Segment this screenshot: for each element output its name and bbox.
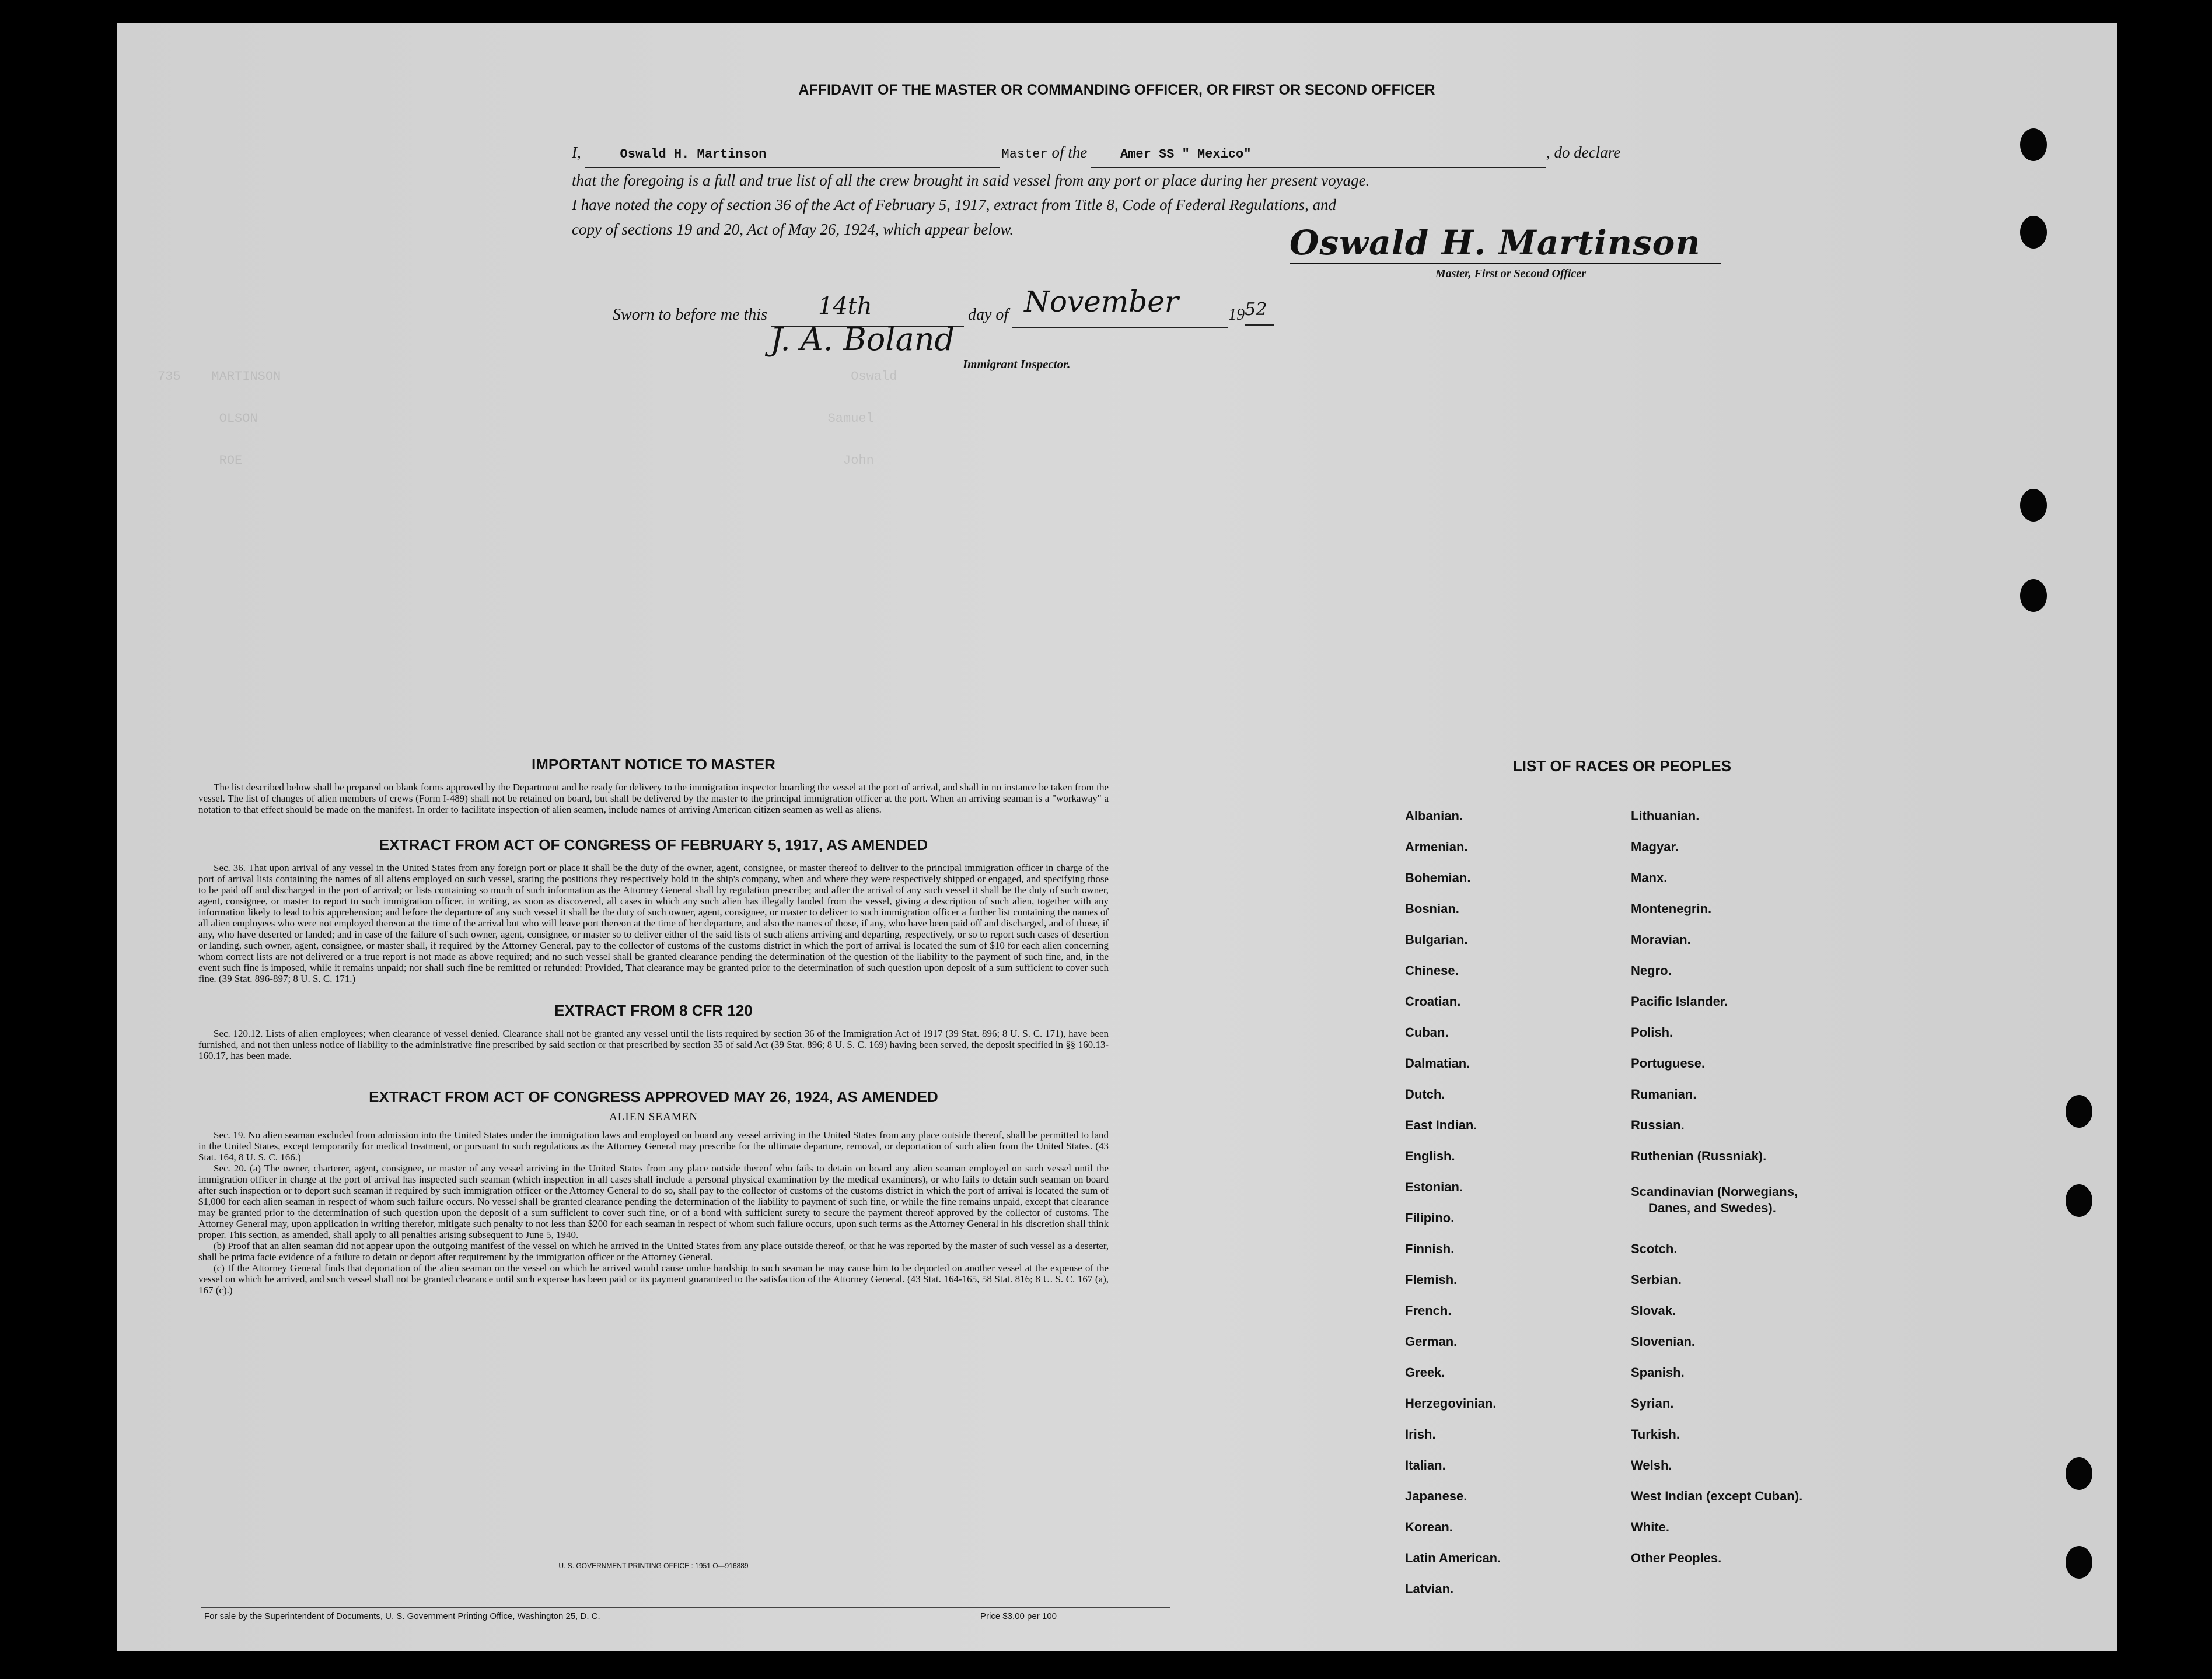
- race-left-11: English.: [1405, 1149, 1455, 1163]
- declaration-line-2: that the foregoing is a full and true list of all the crew brought in said vessel from any port or place during her present voyage.: [572, 172, 1370, 189]
- race-left-21: Italian.: [1405, 1458, 1446, 1472]
- extract-1917-body: Sec. 36. That upon arrival of any vessel in the United States from any foreign port or place it shall be the duty of the owner, agent, consignee, or master thereof to deliver to the principal immigration officer in charge of the port of arrival lists containing the names of all aliens employed on such vessel, stating the positions they respectively hold in the ship's company, when and where they were respectively shipped or engaged, and specifying those to be paid off and discharged in the port of arrival; or lists containing so much of such information as the Attorney General shall by regulation prescribe; and after the arrival of any such vessel it shall be the duty of such owner, agent, consignee, or master to report to such immigration officer, in writing, as soon as discovered, all cases in which any such alien has illegally landed from the vessel, giving a description of such alien, together with any information likely to lead to his apprehension; and before the departure of any such vessel it shall be the duty of such owner, agent, consignee, or master to deliver to such immigration officer a further list containing the names of all alien employees who were not employed thereon at the time of the arrival but who will leave port thereon at the time of her departure, and also the names of those, if any, who have been paid off and discharged, and of those, if any, who have deserted or landed; and in case of the failure of such owner, agent, consignee, or master so to deliver either of the said lists of such aliens arriving and departing, respectively, or so to report such cases of desertion or landing, such owner, agent, consignee, or master shall, if required by the Attorney General, pay to the collector of customs of the customs district in which the port of arrival is located the sum of $10 for each alien concerning whom correct lists are not delivered or a true report is not made as above required; and no such vessel shall be granted clearance pending the determination of the question of the liability to the payment of such fine, and, in the event such fine is imposed, while it remains unpaid; nor shall such fine be remitted or refunded: Provided, That clearance may be granted prior to the determination of such question upon deposit of a sum sufficient to cover such fine. (39 Stat. 896-897; 8 U. S. C. 171.): [198, 862, 1109, 984]
- race-left-25: Latvian.: [1405, 1582, 1454, 1596]
- race-left-1: Armenian.: [1405, 840, 1468, 854]
- master-signature-underline: [1290, 263, 1721, 264]
- binder-hole: [2020, 216, 2047, 249]
- race-right-17: Slovenian.: [1631, 1334, 1696, 1349]
- race-right-3: Montenegrin.: [1631, 901, 1712, 916]
- race-left-6: Croatian.: [1405, 994, 1461, 1009]
- race-left-5: Chinese.: [1405, 963, 1459, 978]
- bleed-through-text: 735 MARTINSON Oswald OLSON Samuel ROE John: [158, 369, 897, 468]
- gpo-imprint: U. S. GOVERNMENT PRINTING OFFICE : 1951 O—916889: [558, 1562, 749, 1570]
- master-signature-caption: Master, First or Second Officer: [1435, 267, 1586, 280]
- extract-1924-title: EXTRACT FROM ACT OF CONGRESS APPROVED MAY 26, 1924, AS AMENDED: [369, 1088, 938, 1106]
- race-left-19: Herzegovinian.: [1405, 1396, 1497, 1411]
- race-left-17: German.: [1405, 1334, 1458, 1349]
- binder-hole: [2066, 1095, 2092, 1128]
- footer-rule: [201, 1607, 1170, 1608]
- race-right-14: Scotch.: [1631, 1241, 1678, 1256]
- sale-notice: For sale by the Superintendent of Documents, U. S. Government Printing Office, Washington 25, D. C.: [204, 1611, 600, 1621]
- race-left-8: Dalmatian.: [1405, 1056, 1470, 1071]
- binder-hole: [2066, 1457, 2092, 1490]
- race-right-2: Manx.: [1631, 870, 1668, 885]
- extract-1924-sec20a: Sec. 20. (a) The owner, charterer, agent, consignee, or master of any vessel arriving in the United States from any place outside thereof who fails to detain on board any alien seaman employed on such vessel until the immigration officer in charge at the port of arrival has inspected such seaman (which inspection in all cases shall include a personal physical examination by the medical examiners), or who fails to detain such seaman on board after such inspection or to deport such seaman if required by such immigration officer or the Attorney General to do so, shall pay to the collector of customs of the customs district in which the port of arrival is located the sum of $1,000 for each alien seaman in respect of whom such failure occurs. No vessel shall be granted clearance pending the determination of the liability to payment of such fine, or while the fine remains unpaid, except that clearance may be granted prior to the determination of such question upon the deposit of a sum sufficient to cover such fine, or of a bond with sufficient surety to secure the payment thereof approved by the collector of customs. The Attorney General may, upon application in writing therefor, mitigate such penalty to not less than $200 for each seaman in respect of whom such failure occurs, upon such terms as the Attorney General in his discretion shall think proper. This section, as amended, shall apply to all penalties arising subsequent to June 5, 1940.: [198, 1163, 1109, 1240]
- year-suffix: 52: [1245, 299, 1267, 320]
- declaration-line-1: [572, 140, 1774, 168]
- race-right-22: West Indian (except Cuban).: [1631, 1489, 1803, 1503]
- race-right-15: Serbian.: [1631, 1272, 1682, 1287]
- extract-cfr-title: EXTRACT FROM 8 CFR 120: [554, 1002, 753, 1019]
- officer-name-field: [585, 140, 1000, 168]
- race-left-24: Latin American.: [1405, 1551, 1501, 1565]
- race-right-16: Slovak.: [1631, 1303, 1676, 1318]
- race-left-3: Bosnian.: [1405, 901, 1459, 916]
- binder-hole: [2020, 489, 2047, 522]
- rank-label: Master: [1001, 147, 1048, 162]
- race-left-4: Bulgarian.: [1405, 932, 1468, 947]
- year-prefix: 19: [1228, 306, 1245, 324]
- notices-column: [198, 755, 1109, 1296]
- binder-hole: [2020, 128, 2047, 161]
- race-left-7: Cuban.: [1405, 1025, 1449, 1040]
- race-left-2: Bohemian.: [1405, 870, 1471, 885]
- race-left-10: East Indian.: [1405, 1118, 1477, 1132]
- extract-1917-title: EXTRACT FROM ACT OF CONGRESS OF FEBRUARY 5, 1917, AS AMENDED: [379, 836, 928, 854]
- notice-title: IMPORTANT NOTICE TO MASTER: [532, 755, 775, 773]
- race-right-12: Scandinavian (Norwegians,: [1631, 1184, 1798, 1199]
- extract-1924-subtitle: ALIEN SEAMEN: [609, 1111, 698, 1123]
- race-right-1: Magyar.: [1631, 840, 1679, 854]
- officer-name: Oswald H. Martinson: [620, 147, 767, 162]
- race-left-13: Filipino.: [1405, 1211, 1455, 1225]
- inspector-signature-line: [718, 355, 1114, 356]
- sworn-month: November: [1024, 285, 1179, 319]
- race-right-13: Danes, and Swedes).: [1648, 1201, 1776, 1215]
- race-right-23: White.: [1631, 1520, 1669, 1534]
- binder-hole: [2020, 579, 2047, 612]
- race-left-0: Albanian.: [1405, 809, 1463, 823]
- vessel-name: Amer SS " Mexico": [1120, 147, 1252, 162]
- inspector-caption: Immigrant Inspector.: [963, 357, 1071, 371]
- year-field: [1245, 299, 1274, 326]
- extract-cfr-body: Sec. 120.12. Lists of alien employees; when clearance of vessel denied. Clearance shall not be granted any vessel until the lists required by section 36 of the Immigration Act of 1917 (39 Stat. 896; 8 U. S. C. 171), have been furnished, and not then unless notice of liability to the administrative fine prescribed by said section or that prescribed by section 35 of said Act (39 Stat. 896; 8 U. S. C. 169) having been served, the deposit specified in §§ 160.13-160.17, has been made.: [198, 1028, 1109, 1061]
- race-left-22: Japanese.: [1405, 1489, 1467, 1503]
- do-declare-label: , do declare: [1546, 144, 1621, 161]
- race-right-8: Portuguese.: [1631, 1056, 1706, 1071]
- race-right-21: Welsh.: [1631, 1458, 1672, 1472]
- inspector-signature: J. A. Boland: [770, 321, 955, 358]
- race-right-24: Other Peoples.: [1631, 1551, 1722, 1565]
- binder-hole: [2066, 1184, 2092, 1217]
- race-left-20: Irish.: [1405, 1427, 1436, 1442]
- race-left-14: Finnish.: [1405, 1241, 1455, 1256]
- of-the-label: of the: [1051, 144, 1088, 161]
- extract-1924-sec20b: (b) Proof that an alien seaman did not appear upon the outgoing manifest of the vessel on which he arrived in the United States from any place outside thereof, or that he was reported by the master of such vessel as a deserter, shall be prima facie evidence of a failure to detain or deport after requirement by the immigration officer or the Attorney General.: [198, 1240, 1109, 1262]
- races-title: LIST OF RACES OR PEOPLES: [1512, 757, 1732, 775]
- race-left-15: Flemish.: [1405, 1272, 1458, 1287]
- race-right-18: Spanish.: [1631, 1365, 1685, 1380]
- vessel-field: [1091, 140, 1546, 168]
- race-right-4: Moravian.: [1631, 932, 1691, 947]
- race-right-6: Pacific Islander.: [1631, 994, 1728, 1009]
- declare-prefix: I,: [572, 144, 581, 161]
- master-signature: Oswald H. Martinson: [1290, 223, 1701, 263]
- race-left-9: Dutch.: [1405, 1087, 1445, 1101]
- race-left-12: Estonian.: [1405, 1180, 1463, 1194]
- race-right-10: Russian.: [1631, 1118, 1685, 1132]
- race-right-0: Lithuanian.: [1631, 809, 1700, 823]
- extract-1924-sec20c: (c) If the Attorney General finds that deportation of the alien seaman on the vessel on which he arrived would cause undue hardship to such seaman he may cause him to be deported on another vessel at the expense of the vessel on which he arrived, and such vessel shall not be granted clearance until such expense has been paid or its payment guaranteed to the satisfaction of the Attorney General. (43 Stat. 164-165, 58 Stat. 816; 8 U. S. C. 167 (a), 167 (c).): [198, 1262, 1109, 1296]
- sworn-prefix: Sworn to before me this: [613, 306, 767, 324]
- race-right-7: Polish.: [1631, 1025, 1673, 1040]
- document-page: [117, 23, 2117, 1651]
- race-right-5: Negro.: [1631, 963, 1672, 978]
- affidavit-title: AFFIDAVIT OF THE MASTER OR COMMANDING OFFICER, OR FIRST OR SECOND OFFICER: [798, 82, 1435, 98]
- price-notice: Price $3.00 per 100: [980, 1611, 1057, 1621]
- day-of-label: day of: [967, 306, 1009, 324]
- declaration-line-4: copy of sections 19 and 20, Act of May 26, 1924, which appear below.: [572, 221, 1014, 238]
- race-right-11: Ruthenian (Russniak).: [1631, 1149, 1767, 1163]
- race-left-18: Greek.: [1405, 1365, 1445, 1380]
- extract-1924-sec19: Sec. 19. No alien seaman excluded from admission into the United States under the immigration laws and employed on board any vessel arriving in the United States from any place outside thereof, shall be permitted to land in the United States, except temporarily for medical treatment, or pursuant to such regulations as the Attorney General may prescribe for the ultimate departure, removal, or deportation of such alien from the United States. (43 Stat. 164, 8 U. S. C. 166.): [198, 1129, 1109, 1163]
- race-right-9: Rumanian.: [1631, 1087, 1697, 1101]
- race-right-20: Turkish.: [1631, 1427, 1680, 1442]
- sworn-day: 14th: [817, 293, 872, 320]
- race-left-16: French.: [1405, 1303, 1452, 1318]
- notice-body: The list described below shall be prepared on blank forms approved by the Department and be ready for delivery to the immigration inspector boarding the vessel at the port of arrival, and shall in no instance be taken from the vessel. The list of changes of alien members of crews (Form I-489) shall not be retained on board, but shall be delivered by the master to the principal immigration officer at the port. When an arriving seaman is a "workaway" a notation to that effect should be made on the manifest. In order to facilitate inspection of alien seamen, include names of arriving American citizen seamen as well as aliens.: [198, 782, 1109, 815]
- race-right-19: Syrian.: [1631, 1396, 1674, 1411]
- binder-hole: [2066, 1546, 2092, 1579]
- declaration-line-3: I have noted the copy of section 36 of the Act of February 5, 1917, extract from Title 8, Code of Federal Regulations, and: [572, 196, 1337, 214]
- race-left-23: Korean.: [1405, 1520, 1453, 1534]
- sworn-month-field: [1012, 285, 1228, 328]
